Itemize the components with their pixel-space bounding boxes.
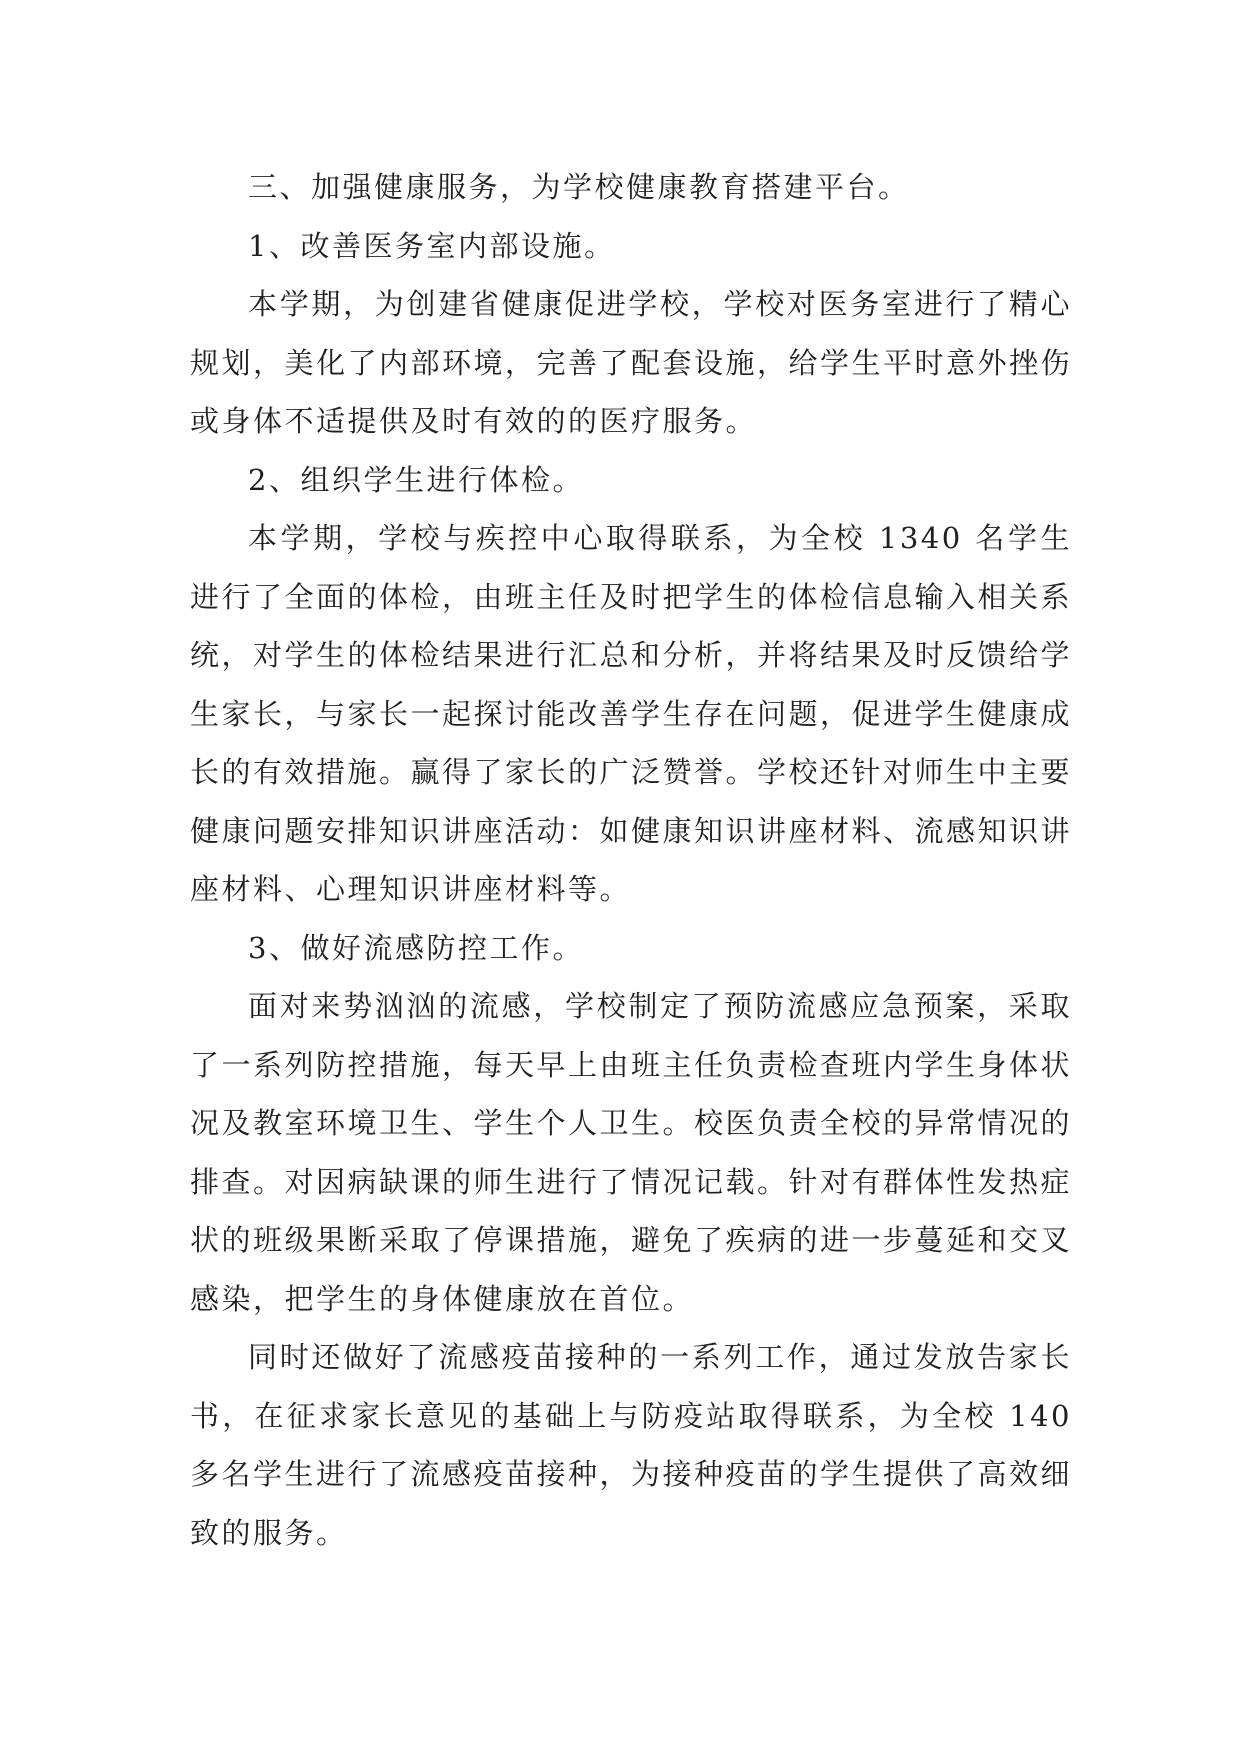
subheading-2: 2、组织学生进行体检。 bbox=[248, 462, 584, 497]
paragraph: 本学期，学校与疾控中心取得联系，为全校 1340 名学生进行了全面的体检，由班主任及时把学生的体检信息输入相关系统，对学生的体检结果进行汇总和分析，并将结果及时反馈给学生家长，与家长一起探讨能改善学生存在问题，促进学生健康成长的有效措施。赢得了家长的广泛赞誉。学校还针对师生中主要健康问题安排知识讲座活动：如健康知识讲座材料、流感知识讲座材料、心理知识讲座材料等。 bbox=[190, 521, 1073, 906]
section-heading: 三、加强健康服务，为学校健康教育搭建平台。 bbox=[248, 170, 910, 204]
subheading-1: 1、改善医务室内部设施。 bbox=[248, 228, 616, 263]
paragraph: 本学期，为创建省健康促进学校，学校对医务室进行了精心规划，美化了内部环境，完善了配套设施，给学生平时意外挫伤或身体不适提供及时有效的的医疗服务。 bbox=[190, 287, 1073, 438]
subheading-3: 3、做好流感防控工作。 bbox=[248, 930, 584, 965]
document-body bbox=[190, 158, 1072, 1562]
paragraph: 面对来势汹汹的流感，学校制定了预防流感应急预案，采取了一系列防控措施，每天早上由班主任负责检查班内学生身体状况及教室环境卫生、学生个人卫生。校医负责全校的异常情况的排查。对因病缺课的师生进行了情况记载。针对有群体性发热症状的班级果断采取了停课措施，避免了疾病的进一步蔓延和交叉感染，把学生的身体健康放在首位。 bbox=[190, 989, 1073, 1316]
paragraph: 同时还做好了流感疫苗接种的一系列工作，通过发放告家长书，在征求家长意见的基础上与防疫站取得联系，为全校 140 多名学生进行了流感疫苗接种，为接种疫苗的学生提供了高效细致的服务。 bbox=[190, 1340, 1073, 1550]
